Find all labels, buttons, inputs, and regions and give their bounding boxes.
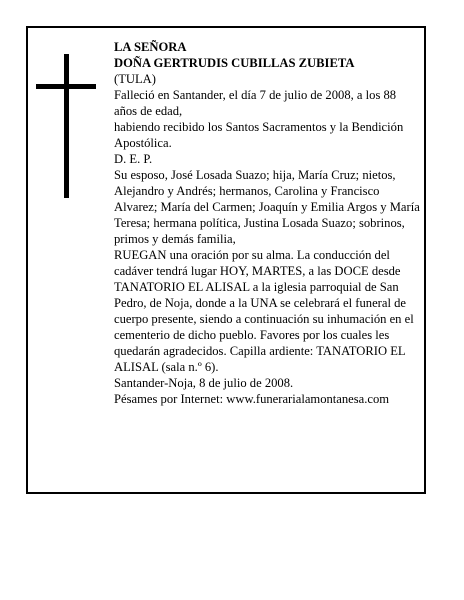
sacraments-line: habiendo recibido los Santos Sacramentos y la Bendición Apostólica. (114, 120, 404, 150)
title-line-1: LA SEÑORA (114, 40, 187, 54)
place-date: Santander-Noja, 8 de julio de 2008. (114, 376, 294, 390)
deceased-name: DOÑA GERTRUDIS CUBILLAS ZUBIETA (114, 56, 355, 70)
death-announcement: Falleció en Santander, el día 7 de julio de 2008, a los 88 años de edad, (114, 88, 397, 118)
cross-icon (36, 54, 96, 198)
family-list: Su esposo, José Losada Suazo; hija, María Cruz; nietos, Alejandro y Andrés; hermanos, Carolina y Francisco Alvarez; María del Carmen; Joaquín y Emilia Argos y María Teresa; hermana política, Justina Losada Suazo; sobrinos, primos y demás familia, (114, 168, 420, 246)
condolences-line: Pésames por Internet: www.funerarialamontanesa.com (114, 392, 390, 406)
obituary-text (114, 39, 420, 407)
rest-in-peace: D. E. P. (114, 152, 153, 166)
cross-vertical-bar (64, 54, 69, 198)
funeral-request: RUEGAN una oración por su alma. La conducción del cadáver tendrá lugar HOY, MARTES, a las DOCE desde TANATORIO EL ALISAL a la iglesia parroquial de San Pedro, de Noja, donde a la UNA se celebrará el funeral de cuerpo presente, siendo a continuación su inhumación en el cementerio de dicho pueblo. Favores por los cuales les quedarán agradecidos. Capilla ardiente: TANATORIO EL ALISAL (sala n.º 6). (114, 248, 414, 374)
nickname: (TULA) (114, 72, 156, 86)
cross-horizontal-bar (36, 84, 96, 89)
